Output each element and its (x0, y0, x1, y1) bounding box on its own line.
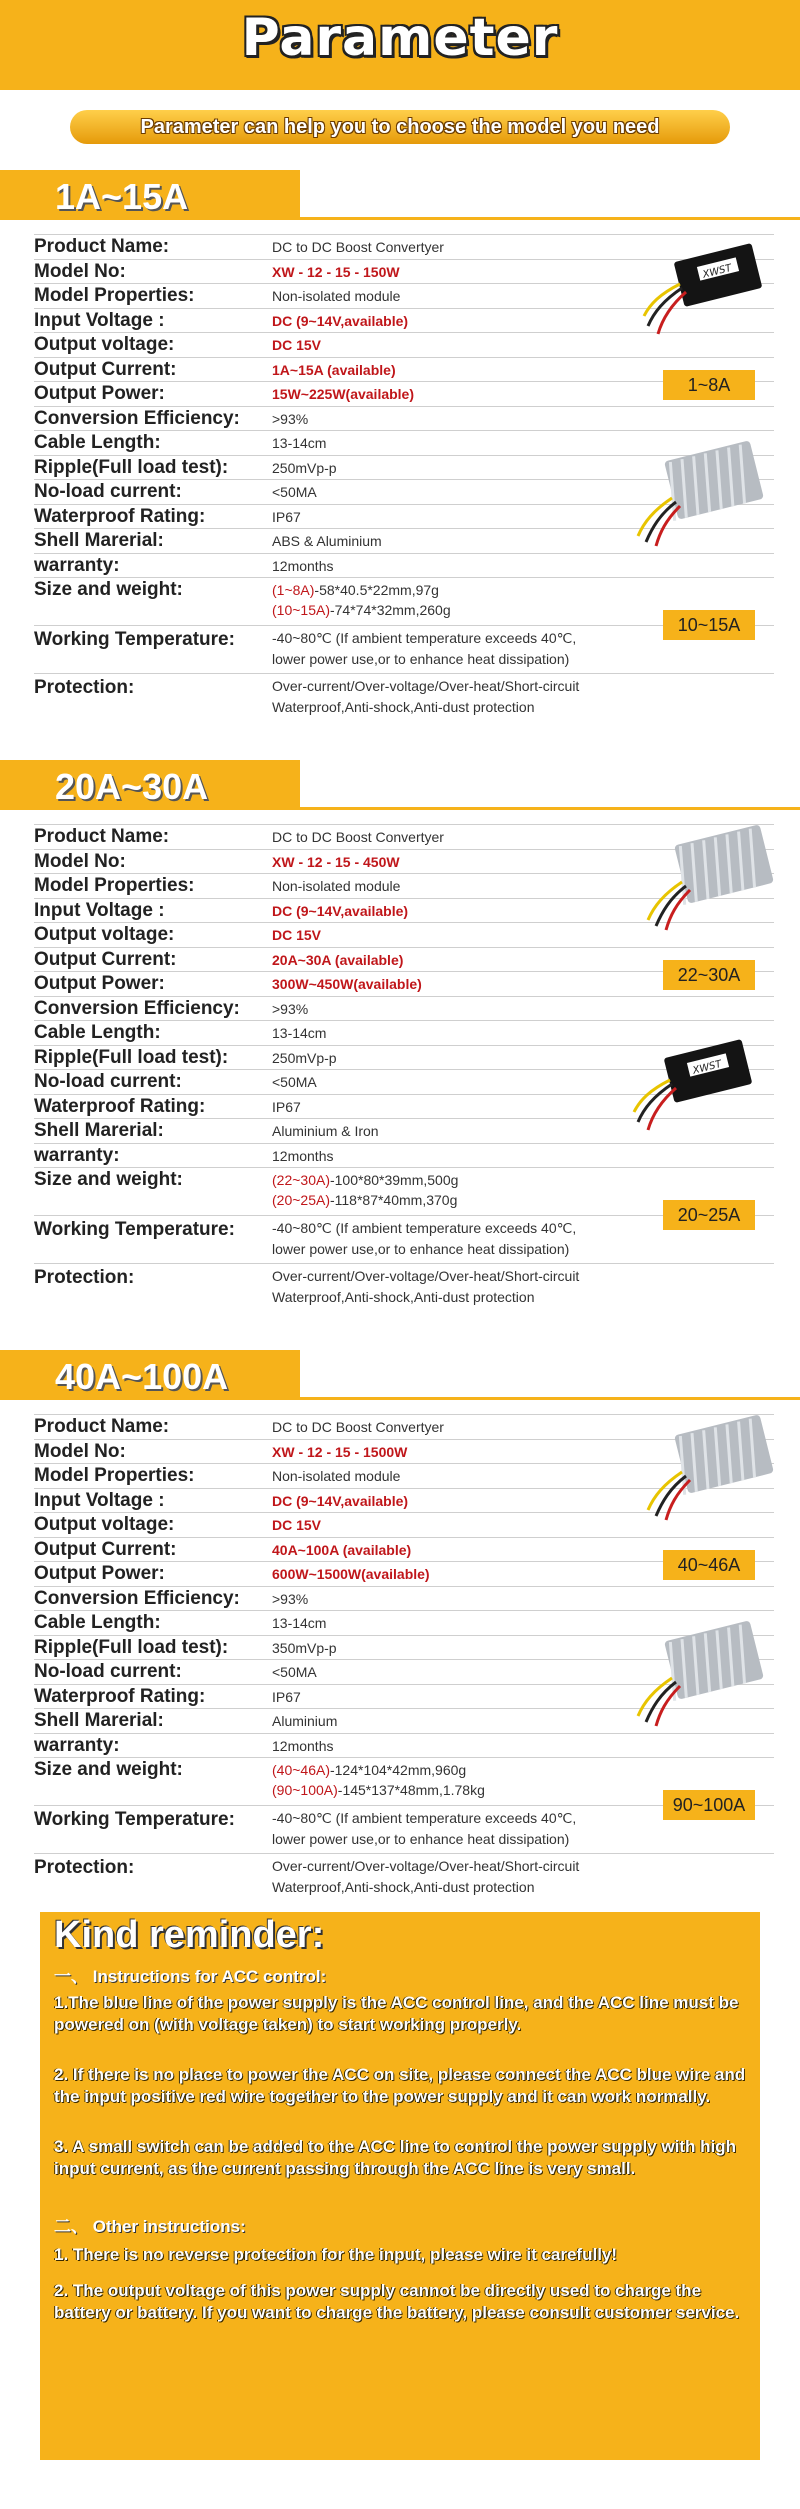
spec-label: Output Power: (34, 383, 165, 404)
spec-value: 20A~30A (available) (272, 951, 404, 968)
protection-line: Over-current/Over-voltage/Over-heat/Short-circuit (272, 1858, 580, 1874)
spec-label: Product Name: (34, 236, 170, 257)
spec-value: 13-14cm (272, 1615, 327, 1631)
spec-label: Cable Length: (34, 1022, 161, 1043)
svg-text:XWST: XWST (691, 1058, 723, 1077)
spec-value: Aluminium & Iron (272, 1123, 379, 1139)
other-item-2: 2. The output voltage of this power supply cannot be directly used to charge the battery or battery. If you want to charge the battery, please consult customer service. (54, 2281, 740, 2322)
section-divider (0, 217, 800, 220)
spec-label: Output Current: (34, 1538, 177, 1560)
converter-product-image (640, 234, 780, 349)
size-line (272, 1781, 485, 1800)
spec-row (34, 406, 774, 432)
spec-label: Size and weight: (34, 579, 183, 600)
section-tab (0, 1350, 300, 1400)
size-spec: -145*137*48mm,1.78kg (337, 1782, 485, 1798)
section-tab-label: 40A~100A (55, 1356, 229, 1397)
spec-value: XW - 12 - 15 - 1500W (272, 1443, 408, 1460)
spec-label: Ripple(Full load test): (34, 1046, 229, 1068)
spec-label: Ripple(Full load test): (34, 456, 229, 478)
section-tab-label: 1A~15A (55, 176, 189, 217)
spec-value: Aluminium (272, 1713, 338, 1729)
acc-item-1: 1.The blue line of the power supply is the ACC control line, and the ACC line must be powered on (with voltage taken) to start working properly. (54, 1993, 739, 2034)
size-spec: -100*80*39mm,500g (329, 1172, 459, 1188)
acc-item-2: 2. If there is no place to power the ACC on site, please connect the ACC blue wire and the input positive red wire together to the power supply and it can work normally. (54, 2065, 746, 2106)
other-heading: 二、 Other instructions: (54, 2217, 246, 2236)
spec-value: <50MA (272, 1664, 317, 1680)
spec-label: warranty: (34, 1144, 120, 1166)
spec-label: Model Properties: (34, 285, 195, 306)
spec-value: 250mVp-p (272, 459, 337, 476)
size-range: (1~8A) (272, 582, 315, 598)
converter-product-image (640, 1414, 780, 1529)
size-spec: -58*40.5*22mm,97g (314, 582, 439, 598)
spec-label: Waterproof Rating: (34, 1095, 206, 1117)
spec-value: 1A~15A (available) (272, 361, 396, 378)
spec-value: Non-isolated module (272, 288, 401, 304)
spec-value: IP67 (272, 508, 301, 525)
spec-value: DC 15V (272, 927, 322, 943)
size-spec: -124*104*42mm,960g (329, 1762, 467, 1778)
acc-heading: 一、 Instructions for ACC control: (54, 1967, 327, 1986)
spec-label: Protection: (34, 1857, 135, 1878)
subtitle-bar: Parameter can help you to choose the model you need (70, 110, 730, 144)
spec-label: No-load current: (34, 1661, 182, 1682)
spec-row (34, 1586, 774, 1612)
section-tab (0, 170, 300, 220)
kind-reminder-box (40, 1912, 760, 2460)
spec-label: No-load current: (34, 1071, 182, 1092)
spec-label: Output voltage: (34, 334, 175, 355)
spec-label: Model No: (34, 850, 126, 872)
spec-value: XW - 12 - 15 - 450W (272, 853, 400, 870)
section-divider (0, 807, 800, 810)
spec-label: Input Voltage : (34, 309, 165, 331)
spec-value: IP67 (272, 1098, 301, 1115)
spec-label: Conversion Efficiency: (34, 1587, 240, 1609)
spec-label: Product Name: (34, 826, 170, 847)
spec-section (0, 1350, 800, 1910)
temperature-line: -40~80℃ (If ambient temperature exceeds 40℃, (272, 1220, 577, 1236)
svg-text:XWST: XWST (701, 262, 733, 281)
other-item-1: 1. There is no reverse protection for the input, please wire it carefully! (54, 2245, 618, 2264)
spec-label: Output Current: (34, 948, 177, 970)
converter-product-image (630, 440, 770, 555)
spec-label: Size and weight: (34, 1759, 183, 1780)
spec-label: Output Power: (34, 1563, 165, 1584)
spec-value: 15W~225W(available) (272, 386, 415, 402)
size-line (272, 1171, 458, 1190)
spec-label: Waterproof Rating: (34, 505, 206, 527)
spec-label: warranty: (34, 1734, 120, 1756)
spec-label: Working Temperature: (34, 1219, 235, 1240)
spec-label: warranty: (34, 554, 120, 576)
spec-label: Output Power: (34, 973, 165, 994)
size-line (272, 1761, 466, 1780)
spec-label: No-load current: (34, 481, 182, 502)
protection-line: Over-current/Over-voltage/Over-heat/Short-circuit (272, 678, 580, 694)
spec-label: Working Temperature: (34, 1809, 235, 1830)
spec-label: Output Current: (34, 358, 177, 380)
spec-value: XW - 12 - 15 - 150W (272, 263, 400, 280)
size-line (272, 1191, 457, 1210)
spec-value: 12months (272, 557, 334, 574)
spec-label: Conversion Efficiency: (34, 997, 240, 1019)
spec-row (34, 1143, 774, 1169)
section-divider (0, 1397, 800, 1400)
spec-label: Protection: (34, 677, 135, 698)
spec-label: Shell Marerial: (34, 1120, 164, 1141)
spec-label: Working Temperature: (34, 629, 235, 650)
spec-value: IP67 (272, 1688, 301, 1705)
spec-value: Non-isolated module (272, 878, 401, 894)
spec-label: Ripple(Full load test): (34, 1636, 229, 1658)
protection-line: Over-current/Over-voltage/Over-heat/Short-circuit (272, 1268, 580, 1284)
current-range-badge: 22~30A (663, 960, 755, 990)
spec-value: 300W~450W(available) (272, 976, 422, 992)
temperature-line: -40~80℃ (If ambient temperature exceeds 40℃, (272, 1810, 577, 1826)
spec-label: Input Voltage : (34, 1489, 165, 1511)
temperature-line: lower power use,or to enhance heat dissipation) (272, 1241, 570, 1257)
spec-row-protection (34, 673, 774, 722)
section-tab (0, 760, 300, 810)
size-range: (90~100A) (272, 1782, 338, 1798)
converter-product-image (630, 1030, 770, 1145)
temperature-line: lower power use,or to enhance heat dissipation) (272, 1831, 570, 1847)
spec-label: Cable Length: (34, 432, 161, 453)
spec-value: 12months (272, 1147, 334, 1164)
size-spec: -118*87*40mm,370g (329, 1192, 458, 1208)
size-range: (40~46A) (272, 1762, 330, 1778)
spec-label: Cable Length: (34, 1612, 161, 1633)
current-range-badge: 1~8A (663, 370, 755, 400)
spec-label: Output voltage: (34, 1514, 175, 1535)
section-tab-label: 20A~30A (55, 766, 209, 807)
spec-section (0, 170, 800, 730)
spec-label: Model No: (34, 1440, 126, 1462)
protection-line: Waterproof,Anti-shock,Anti-dust protection (272, 1879, 535, 1895)
protection-line: Waterproof,Anti-shock,Anti-dust protection (272, 699, 535, 715)
spec-value: ABS & Aluminium (272, 533, 382, 549)
current-range-badge: 20~25A (663, 1200, 755, 1230)
spec-row (34, 1733, 774, 1759)
size-line (272, 601, 451, 620)
spec-label: Waterproof Rating: (34, 1685, 206, 1707)
size-range: (22~30A) (272, 1172, 330, 1188)
spec-value: 350mVp-p (272, 1639, 337, 1656)
spec-row-protection (34, 1263, 774, 1312)
spec-value: DC to DC Boost Convertyer (272, 239, 444, 255)
current-range-badge: 90~100A (663, 1790, 755, 1820)
spec-value: >93% (272, 410, 309, 427)
spec-label: Model Properties: (34, 875, 195, 896)
spec-value: Non-isolated module (272, 1468, 401, 1484)
spec-value: 40A~100A (available) (272, 1541, 412, 1558)
spec-label: Size and weight: (34, 1169, 183, 1190)
temperature-line: -40~80℃ (If ambient temperature exceeds 40℃, (272, 630, 577, 646)
size-spec: -74*74*32mm,260g (329, 602, 451, 618)
spec-value: 600W~1500W(available) (272, 1566, 430, 1582)
protection-line: Waterproof,Anti-shock,Anti-dust protection (272, 1289, 535, 1305)
spec-value: <50MA (272, 484, 317, 500)
spec-value: DC (9~14V,available) (272, 312, 409, 329)
spec-value: 12months (272, 1737, 334, 1754)
current-range-badge: 10~15A (663, 610, 755, 640)
spec-value: DC 15V (272, 337, 322, 353)
spec-label: Model Properties: (34, 1465, 195, 1486)
temperature-line: lower power use,or to enhance heat dissipation) (272, 651, 570, 667)
header-banner (0, 0, 800, 90)
spec-row (34, 996, 774, 1022)
spec-value: DC (9~14V,available) (272, 902, 409, 919)
spec-label: Shell Marerial: (34, 1710, 164, 1731)
size-range: (20~25A) (272, 1192, 330, 1208)
spec-row (34, 553, 774, 579)
spec-label: Model No: (34, 260, 126, 282)
reminder-title: Kind reminder: (54, 1914, 325, 1956)
spec-label: Protection: (34, 1267, 135, 1288)
spec-value: DC to DC Boost Convertyer (272, 1419, 444, 1435)
spec-label: Shell Marerial: (34, 530, 164, 551)
spec-label: Conversion Efficiency: (34, 407, 240, 429)
spec-value: <50MA (272, 1074, 317, 1090)
spec-section (0, 760, 800, 1320)
converter-product-image (640, 824, 780, 939)
spec-value: >93% (272, 1000, 309, 1017)
spec-value: DC to DC Boost Convertyer (272, 829, 444, 845)
spec-value: DC 15V (272, 1517, 322, 1533)
current-range-badge: 40~46A (663, 1550, 755, 1580)
spec-value: 250mVp-p (272, 1049, 337, 1066)
acc-item-3: 3. A small switch can be added to the ACC line to control the power supply with high input current, as the current passing through the ACC line is very small. (54, 2137, 736, 2178)
page-title: Parameter (241, 8, 559, 68)
spec-value: >93% (272, 1590, 309, 1607)
spec-label: Output voltage: (34, 924, 175, 945)
spec-label: Input Voltage : (34, 899, 165, 921)
spec-row-protection (34, 1853, 774, 1902)
size-line (272, 581, 439, 600)
converter-product-image (630, 1620, 770, 1735)
spec-value: 13-14cm (272, 1025, 327, 1041)
spec-value: DC (9~14V,available) (272, 1492, 409, 1509)
spec-value: 13-14cm (272, 435, 327, 451)
spec-label: Product Name: (34, 1416, 170, 1437)
size-range: (10~15A) (272, 602, 330, 618)
